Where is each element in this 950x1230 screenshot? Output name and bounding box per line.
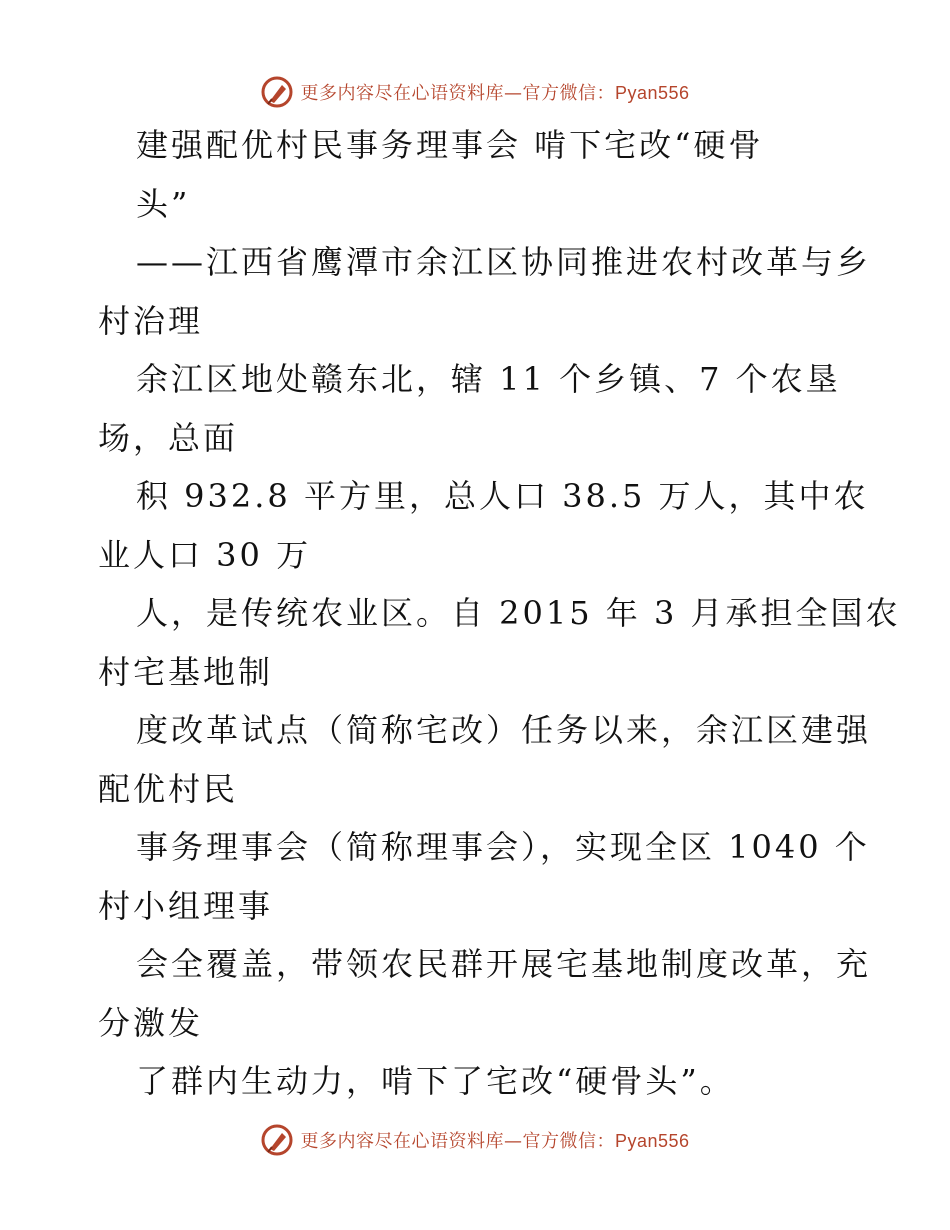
paragraph-line: 了群内生动力，啃下了宅改“硬骨头”。: [136, 1062, 735, 1100]
footer-watermark: [0, 1120, 950, 1160]
paragraph-line: 业人口 30 万: [98, 535, 312, 574]
paragraph-line: 会全覆盖，带领农民群开展宅基地制度改革，充: [136, 945, 872, 983]
watermark-text: [300, 79, 689, 105]
subtitle-line-1: ——江西省鹰潭市余江区协同推进农村改革与乡: [136, 243, 872, 281]
watermark-separator: —: [503, 83, 523, 104]
watermark-handle: Pyan556: [614, 83, 690, 103]
watermark-label: 官方微信：: [522, 83, 615, 104]
paragraph-line: 分激发: [98, 1003, 204, 1042]
watermark-separator: —: [503, 1131, 523, 1152]
watermark-text: [300, 1127, 689, 1153]
paragraph-line: 度改革试点（简称宅改）任务以来，余江区建强: [136, 711, 872, 749]
paragraph-line: 村宅基地制: [98, 652, 274, 691]
paragraph-line: 余江区地处赣东北，辖 11 个乡镇、7 个农垦: [136, 360, 841, 398]
title-line-1: 建强配优村民事务理事会 啃下宅改“硬骨: [136, 126, 764, 164]
subtitle-line-2: 村治理: [98, 301, 204, 340]
paragraph-line: 人，是传统农业区。自 2015 年 3 月承担全国农: [136, 594, 901, 632]
paragraph-line: 事务理事会（简称理事会），实现全区 1040 个: [136, 828, 870, 866]
document-body: [98, 116, 901, 1111]
watermark-site: 更多内容尽在心语资料库: [300, 83, 504, 104]
watermark-site: 更多内容尽在心语资料库: [300, 1131, 504, 1152]
paragraph-line: 积 932.8 平方里，总人口 38.5 万人，其中农: [136, 477, 869, 515]
header-watermark: [0, 72, 950, 112]
pen-nib-circle-logo: [260, 1123, 294, 1157]
watermark-label: 官方微信：: [522, 1131, 615, 1152]
paragraph-line: 场，总面: [98, 418, 239, 457]
watermark-handle: Pyan556: [614, 1131, 690, 1151]
title-line-2: 头”: [136, 184, 191, 223]
paragraph-line: 配优村民: [98, 769, 239, 808]
paragraph-line: 村小组理事: [98, 886, 274, 925]
pen-nib-circle-logo: [260, 75, 294, 109]
